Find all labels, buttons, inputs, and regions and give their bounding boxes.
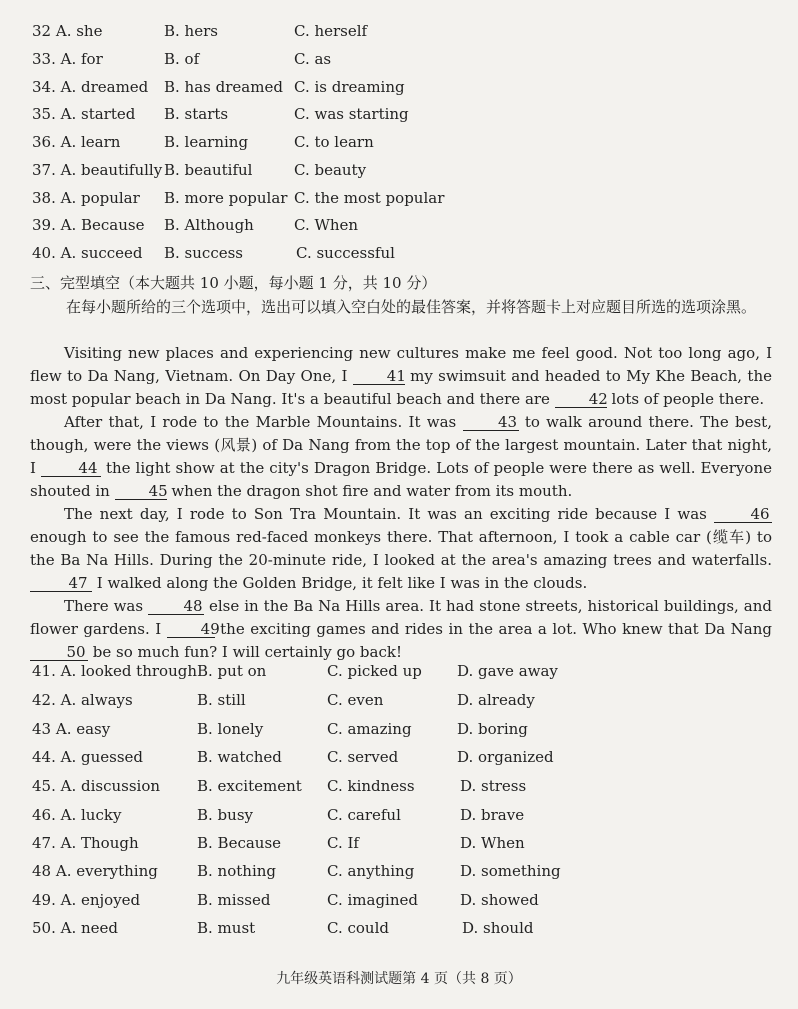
- option-a: 50. A. need: [32, 919, 119, 937]
- option-a: 32 A. she: [32, 22, 103, 40]
- option-d: D. organized: [457, 748, 554, 766]
- option-b: B. hers: [164, 22, 218, 40]
- passage-text: my swimsuit and headed to My Khe Beach, the most popular beach in Da Nang. It's a beautiful beach and there are: [30, 367, 772, 408]
- option-a: 39. A. Because: [32, 216, 145, 234]
- option-c: C. the most popular: [294, 189, 445, 207]
- section-instruction: 在每小题所给的三个选项中，选出可以填入空白处的最佳答案，并将答题卡上对应题目所选的选项涂黑。: [66, 298, 757, 316]
- option-a: 42. A. always: [32, 691, 133, 709]
- option-b: B. learning: [164, 133, 249, 151]
- option-a: 45. A. discussion: [32, 777, 161, 795]
- option-c: C. herself: [294, 22, 368, 40]
- paragraph-3: [30, 503, 772, 595]
- option-c: C. picked up: [327, 662, 422, 680]
- passage-text: when the dragon shot fire and water from its mouth.: [166, 482, 573, 500]
- option-d: D. already: [457, 691, 535, 709]
- option-c: C. amazing: [327, 720, 412, 738]
- passage-text: I walked along the Golden Bridge, it felt like I was in the clouds.: [92, 574, 588, 592]
- option-d: D. should: [462, 919, 534, 937]
- option-a: 38. A. popular: [32, 189, 140, 207]
- blank-47: 47: [30, 575, 92, 592]
- option-a: 41. A. looked through: [32, 662, 197, 680]
- blank-43: 43: [463, 414, 519, 431]
- option-c: C. to learn: [294, 133, 374, 151]
- option-d: D. boring: [457, 720, 528, 738]
- option-a: 35. A. started: [32, 105, 136, 123]
- passage-text: enough to see the famous red-faced monkeys there. That afternoon, I took a cable car (缆车) to the Ba Na Hills. During the 20-minute ride, I looked at the area's amazing trees and waterfalls.: [30, 528, 772, 569]
- option-c: C. could: [327, 919, 389, 937]
- option-d: D. showed: [460, 891, 539, 909]
- passage-text: be so much fun? I will certainly go back!: [88, 643, 402, 661]
- option-b: B. success: [164, 244, 243, 262]
- option-b: B. has dreamed: [164, 78, 283, 96]
- blank-44: 44: [41, 460, 101, 477]
- option-b: B. must: [197, 919, 256, 937]
- option-c: C. is dreaming: [294, 78, 405, 96]
- page-footer: 九年级英语科测试题第 4 页（共 8 页）: [276, 971, 522, 987]
- option-c: C. was starting: [294, 105, 409, 123]
- option-c: C. If: [327, 834, 359, 852]
- option-a: 33. A. for: [32, 50, 103, 68]
- option-b: B. busy: [197, 806, 253, 824]
- option-b: B. Because: [197, 834, 282, 852]
- passage-text: to walk around there. The best, though, were the views (风景) of Da Nang from the top of the largest mountain. Later that night, I: [30, 413, 772, 477]
- option-c: C. When: [294, 216, 359, 234]
- option-c: C. careful: [327, 806, 401, 824]
- option-b: B. beautiful: [164, 161, 253, 179]
- option-b: B. still: [197, 691, 246, 709]
- passage-text: Visiting new places and experiencing new cultures make me feel good. Not too long ago, I flew to Da Nang, Vietnam. On Day One, I: [30, 344, 772, 385]
- option-a: 36. A. learn: [32, 133, 121, 151]
- paragraph-2: [30, 411, 772, 503]
- option-b: B. more popular: [164, 189, 288, 207]
- option-a: 48 A. everything: [32, 862, 158, 880]
- option-a: 37. A. beautifully: [32, 161, 163, 179]
- blank-46: 46: [714, 506, 772, 523]
- option-c: C. served: [327, 748, 399, 766]
- option-b: B. excitement: [197, 777, 302, 795]
- blank-41: 41: [353, 368, 405, 385]
- option-b: B. put on: [197, 662, 267, 680]
- option-b: B. starts: [164, 105, 229, 123]
- option-b: B. lonely: [197, 720, 264, 738]
- blank-45: 45: [115, 483, 167, 500]
- passage-text: else in the Ba Na Hills area. It had stone streets, historical buildings, and flower gardens. I: [30, 597, 772, 638]
- blank-42: 42: [555, 391, 607, 408]
- option-c: C. even: [327, 691, 384, 709]
- paragraph-4: [30, 595, 772, 664]
- passage-text: the exciting games and rides in the area a lot. Who knew that Da Nang: [214, 620, 772, 638]
- option-c: C. as: [294, 50, 332, 68]
- option-b: B. missed: [197, 891, 271, 909]
- passage-text: The next day, I rode to Son Tra Mountain. It was an exciting ride because I was: [64, 505, 714, 523]
- option-a: 46. A. lucky: [32, 806, 122, 824]
- option-d: D. something: [460, 862, 561, 880]
- option-a: 47. A. Though: [32, 834, 139, 852]
- option-c: C. imagined: [327, 891, 418, 909]
- option-a: 40. A. succeed: [32, 244, 143, 262]
- option-a: 49. A. enjoyed: [32, 891, 141, 909]
- option-b: B. nothing: [197, 862, 276, 880]
- passage-text: There was: [64, 597, 149, 615]
- blank-49: 49: [167, 621, 215, 638]
- option-c: C. anything: [327, 862, 415, 880]
- option-c: C. kindness: [327, 777, 415, 795]
- option-b: B. watched: [197, 748, 282, 766]
- option-a: 34. A. dreamed: [32, 78, 149, 96]
- passage-text: lots of people there.: [606, 390, 765, 408]
- option-d: D. gave away: [457, 662, 558, 680]
- option-a: 44. A. guessed: [32, 748, 144, 766]
- passage-text: the light show at the city's Dragon Bridge. Lots of people were there as well. Everyone shouted in: [30, 459, 772, 500]
- option-d: D. stress: [460, 777, 527, 795]
- option-a: 43 A. easy: [32, 720, 111, 738]
- passage-text: After that, I rode to the Marble Mountains. It was: [64, 413, 463, 431]
- blank-50: 50: [30, 644, 88, 661]
- paragraph-1: [30, 342, 772, 411]
- option-c: C. successful: [296, 244, 395, 262]
- section-title: 三、完型填空（本大题共 10 小题，每小题 1 分，共 10 分）: [30, 274, 437, 292]
- cloze-passage: [30, 342, 772, 664]
- option-c: C. beauty: [294, 161, 367, 179]
- blank-48: 48: [148, 598, 204, 615]
- option-b: B. Although: [164, 216, 254, 234]
- option-b: B. of: [164, 50, 200, 68]
- option-d: D. When: [460, 834, 525, 852]
- option-d: D. brave: [460, 806, 525, 824]
